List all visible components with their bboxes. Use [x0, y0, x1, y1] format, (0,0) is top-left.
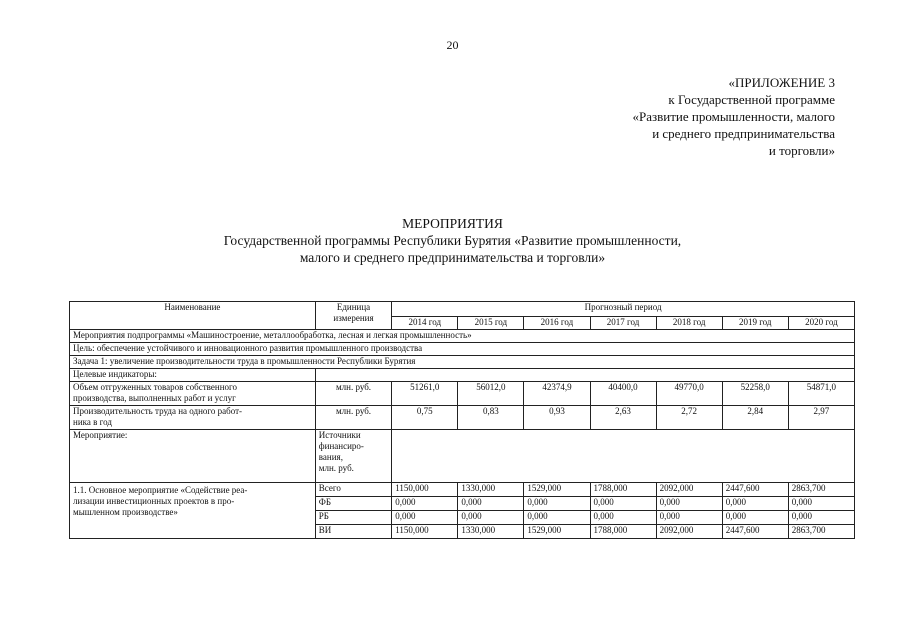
sources-label	[315, 430, 391, 483]
header-year: 2019 год	[722, 317, 788, 330]
header-year: 2020 год	[788, 317, 854, 330]
indicator-value: 54871,0	[788, 382, 854, 406]
indicator-value: 2,97	[788, 406, 854, 430]
title-line: МЕРОПРИЯТИЯ	[402, 216, 503, 231]
funding-source: Всего	[315, 483, 391, 497]
funding-value: 1788,000	[590, 483, 656, 497]
funding-source: ФБ	[315, 497, 391, 511]
measure-name-line: мышленном производстве»	[73, 507, 178, 517]
funding-value: 2092,000	[656, 525, 722, 539]
goal-text: Цель: обеспечение устойчивого и инновационного развития промышленного производства	[70, 343, 855, 356]
funding-value: 0,000	[458, 511, 524, 525]
funding-value: 1330,000	[458, 525, 524, 539]
funding-value: 0,000	[524, 497, 590, 511]
sources-label-line: вания,	[318, 452, 343, 462]
indicator-value: 42374,9	[524, 382, 590, 406]
indicators-label-row	[70, 369, 855, 382]
appendix-line: «ПРИЛОЖЕНИЕ 3	[728, 75, 835, 90]
measure-name-line: 1.1. Основное мероприятие «Содействие реа-	[73, 485, 248, 495]
funding-value: 2447,600	[722, 483, 788, 497]
funding-value: 1788,000	[590, 525, 656, 539]
indicator-name-line: Объем отгруженных товаров собственного	[73, 382, 237, 392]
appendix-note	[633, 74, 836, 159]
funding-source: РБ	[315, 511, 391, 525]
funding-value: 2863,700	[788, 525, 854, 539]
funding-value: 0,000	[788, 511, 854, 525]
indicator-value: 2,84	[722, 406, 788, 430]
task-row	[70, 356, 855, 369]
subprogram-text: Мероприятия подпрограммы «Машиностроение, металлообработка, лесная и легкая промышленность»	[70, 330, 855, 343]
header-unit-line: измерения	[333, 313, 374, 323]
funding-value: 0,000	[656, 511, 722, 525]
funding-value: 0,000	[392, 497, 458, 511]
indicator-value: 51261,0	[392, 382, 458, 406]
header-year: 2015 год	[458, 317, 524, 330]
appendix-line: и торговли»	[768, 143, 835, 158]
measure-label: Мероприятие:	[70, 430, 316, 483]
header-period: Прогнозный период	[392, 302, 855, 317]
sources-label-line: млн. руб.	[318, 463, 354, 473]
indicator-name-line: ника в год	[73, 417, 112, 427]
funding-value: 1330,000	[458, 483, 524, 497]
funding-source: ВИ	[315, 525, 391, 539]
funding-value: 0,000	[590, 511, 656, 525]
header-name: Наименование	[70, 302, 316, 330]
indicator-name	[70, 382, 316, 406]
empty-cell	[315, 369, 854, 382]
header-year: 2014 год	[392, 317, 458, 330]
header-year: 2018 год	[656, 317, 722, 330]
indicator-row	[70, 406, 855, 430]
funding-value: 1529,000	[524, 483, 590, 497]
document-title	[0, 215, 905, 266]
indicator-value: 0,93	[524, 406, 590, 430]
indicator-value: 56012,0	[458, 382, 524, 406]
appendix-line: «Развитие промышленности, малого	[632, 109, 835, 124]
indicator-value: 0,75	[392, 406, 458, 430]
title-line: Государственной программы Республики Бурятия «Развитие промышленности,	[223, 233, 682, 248]
measure-name	[70, 483, 316, 539]
goal-row	[70, 343, 855, 356]
indicator-value: 2,63	[590, 406, 656, 430]
header-unit	[315, 302, 391, 330]
indicator-value: 0,83	[458, 406, 524, 430]
header-year: 2016 год	[524, 317, 590, 330]
appendix-line: к Государственной программе	[668, 92, 835, 107]
measure-label-row	[70, 430, 855, 483]
funding-row	[70, 483, 855, 497]
indicator-value: 52258,0	[722, 382, 788, 406]
task-text: Задача 1: увеличение производительности труда в промышленности Республики Бурятия	[70, 356, 855, 369]
funding-value: 0,000	[788, 497, 854, 511]
indicator-name	[70, 406, 316, 430]
indicator-name-line: Производительность труда на одного работ-	[73, 406, 243, 416]
indicator-unit: млн. руб.	[315, 382, 391, 406]
funding-value: 1150,000	[392, 483, 458, 497]
funding-value: 0,000	[722, 497, 788, 511]
indicator-name-line: производства, выполненных работ и услуг	[73, 393, 236, 403]
header-row	[70, 302, 855, 317]
title-line: малого и среднего предпринимательства и торговли»	[299, 250, 606, 265]
funding-value: 0,000	[458, 497, 524, 511]
indicator-value: 40400,0	[590, 382, 656, 406]
header-year: 2017 год	[590, 317, 656, 330]
empty-cell	[392, 430, 855, 483]
header-unit-line: Единица	[336, 302, 371, 312]
funding-value: 1150,000	[392, 525, 458, 539]
page-number: 20	[446, 38, 459, 52]
sources-label-line: Источники	[318, 430, 361, 440]
funding-value: 0,000	[656, 497, 722, 511]
sources-label-line: финансиро-	[318, 441, 364, 451]
indicator-value: 49770,0	[656, 382, 722, 406]
subprogram-row	[70, 330, 855, 343]
measure-name-line: лизации инвестиционных проектов в про-	[73, 496, 235, 506]
funding-value: 0,000	[590, 497, 656, 511]
measures-table	[69, 301, 855, 539]
funding-value: 1529,000	[524, 525, 590, 539]
funding-value: 2447,600	[722, 525, 788, 539]
funding-value: 0,000	[722, 511, 788, 525]
appendix-line: и среднего предпринимательства	[652, 126, 835, 141]
indicator-value: 2,72	[656, 406, 722, 430]
funding-value: 0,000	[392, 511, 458, 525]
indicator-unit: млн. руб.	[315, 406, 391, 430]
indicator-row	[70, 382, 855, 406]
funding-value: 0,000	[524, 511, 590, 525]
funding-value: 2092,000	[656, 483, 722, 497]
funding-value: 2863,700	[788, 483, 854, 497]
indicators-label: Целевые индикаторы:	[70, 369, 316, 382]
